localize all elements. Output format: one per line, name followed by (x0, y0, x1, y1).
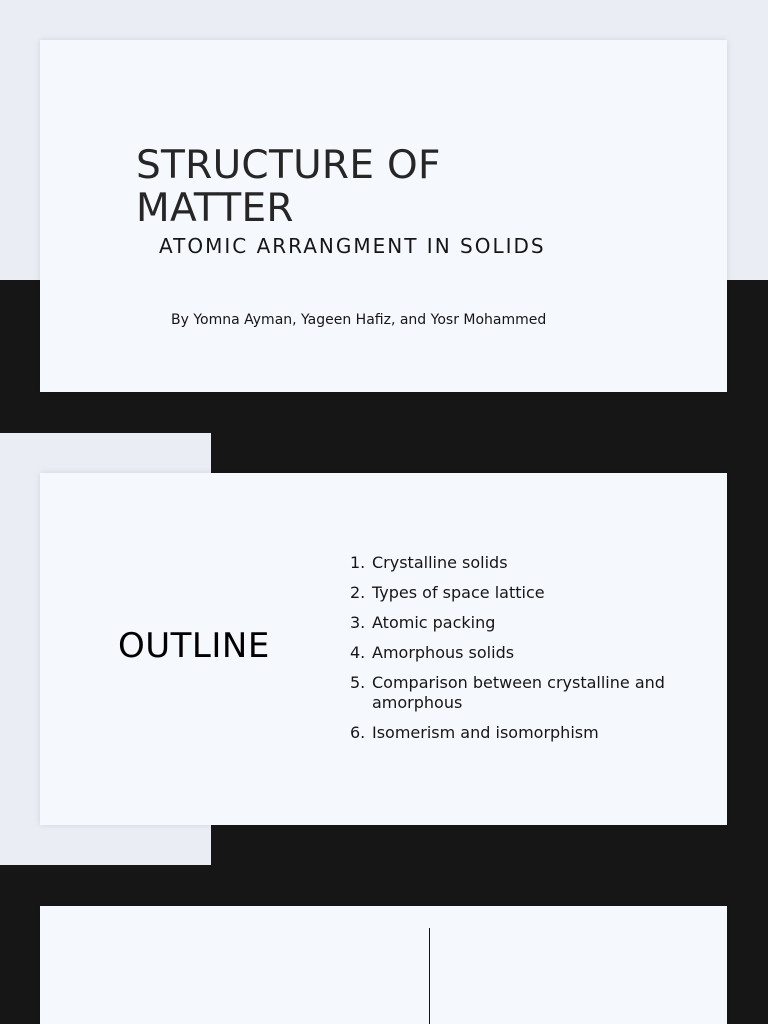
outline-item (350, 643, 680, 663)
slide-outline (0, 433, 768, 865)
outline-item-number: 2. (350, 583, 366, 602)
outline-item-text: Atomic packing (372, 613, 496, 632)
outline-item (350, 613, 680, 633)
slide-title (0, 0, 768, 432)
outline-item (350, 723, 680, 743)
outline-item-number: 5. (350, 673, 366, 692)
authors-line: By Yomna Ayman, Yageen Hafiz, and Yosr Mohammed (171, 312, 547, 328)
presentation-title: STRUCTURE OF MATTER (136, 143, 441, 231)
outline-item (350, 583, 680, 603)
slide-third (0, 866, 768, 1024)
slide-card (40, 473, 727, 825)
outline-item-text: Isomerism and isomorphism (372, 722, 599, 742)
outline-item (350, 673, 680, 712)
outline-item-text: Comparison between crystalline and amorphous (372, 673, 665, 712)
outline-item-number: 1. (350, 553, 366, 572)
outline-item-text: Amorphous solids (372, 643, 515, 662)
outline-list (350, 553, 680, 753)
vertical-divider (429, 928, 430, 1024)
outline-item-text: Types of space lattice (372, 583, 545, 602)
outline-item-number: 6. (350, 722, 366, 742)
outline-item-number: 3. (350, 613, 366, 632)
outline-item-text: Crystalline solids (372, 553, 508, 572)
slide-card (40, 40, 727, 392)
slide-card (40, 906, 727, 1024)
outline-heading: OUTLINE (118, 626, 270, 666)
presentation-subtitle: ATOMIC ARRANGMENT IN SOLIDS (159, 234, 546, 258)
outline-item-number: 4. (350, 643, 366, 662)
outline-item (350, 553, 680, 573)
